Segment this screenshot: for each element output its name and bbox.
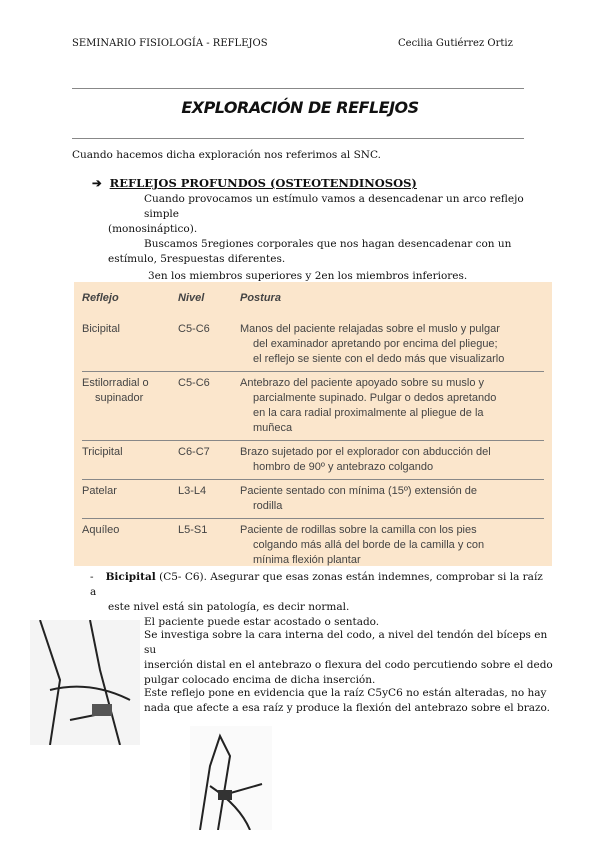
term: Bicipital: [105, 571, 156, 583]
reflejo: Bicipital: [82, 323, 120, 335]
para: estímulo, 5respuestas diferentes.: [108, 253, 286, 265]
col-header: Reflejo: [82, 292, 119, 304]
postura-line: Manos del paciente relajadas sobre el muslo y pulgar: [240, 323, 500, 335]
postura-line: colgando más allá del borde de la camilla y con: [253, 539, 485, 551]
reflejo-cont: supinador: [95, 392, 144, 404]
table-row: [82, 480, 544, 519]
col-header: Nivel: [178, 292, 205, 304]
table-row: [82, 441, 544, 480]
reflejo: Estilorradial o: [82, 377, 149, 389]
postura-line: del examinador apretando por encima del pliegue;: [253, 338, 498, 350]
cell-nivel: C5-C6: [178, 318, 240, 372]
intro-text: Cuando hacemos dicha exploración nos referimos al SNC.: [72, 149, 381, 161]
section-heading: [92, 176, 417, 190]
postura-line: rodilla: [253, 500, 283, 512]
reflex-hammer-illustration: [190, 726, 272, 830]
postura-line: en la cara radial proximalmente al pliegue de la: [253, 407, 484, 419]
para: Cuando provocamos un estímulo vamos a desencadenar un arco reflejo simple: [144, 193, 524, 220]
cell-postura: [240, 318, 544, 372]
text: este nivel está sin patología, es decir normal.: [108, 601, 350, 613]
line: nada que afecte a esa raíz y produce la flexión del antebrazo sobre el brazo.: [144, 702, 551, 714]
postura-line: muñeca: [253, 422, 293, 434]
reflejo: Tricipital: [82, 446, 123, 458]
cell-reflejo: [82, 480, 178, 519]
cell-postura: [240, 480, 544, 519]
section-body: [108, 192, 548, 284]
cell-postura: [240, 519, 544, 573]
line: pulgar colocado encima de dicha inserción.: [144, 674, 376, 686]
text: El paciente puede estar acostado o sentado.: [144, 616, 380, 628]
table-row: [82, 318, 544, 372]
postura-line: hombro de 90º y antebrazo colgando: [253, 461, 434, 473]
line: Este reflejo pone en evidencia que la raíz C5yC6 no están alteradas, no hay: [144, 687, 547, 699]
table-row: [82, 519, 544, 573]
cell-nivel: L3-L4: [178, 480, 240, 519]
reflejo: Aquíleo: [82, 524, 120, 536]
bicipital-section: [90, 570, 550, 630]
line: Se investiga sobre la cara interna del codo, a nivel del tendón del bíceps en su: [144, 629, 548, 656]
cell-nivel: C5-C6: [178, 372, 240, 441]
reflejo: Patelar: [82, 485, 117, 497]
para: 3en los miembros superiores y 2en los miembros inferiores.: [148, 270, 468, 282]
table-row: [82, 372, 544, 441]
bullet: -: [90, 571, 94, 583]
cell-postura: [240, 372, 544, 441]
bicipital-illustration: [30, 620, 140, 745]
divider: [72, 138, 524, 139]
postura-line: Paciente de rodillas sobre la camilla con los pies: [240, 524, 477, 536]
heading-text: REFLEJOS PROFUNDOS (OSTEOTENDINOSOS): [109, 176, 417, 190]
cell-reflejo: [82, 441, 178, 480]
postura-line: Brazo sujetado por el explorador con abducción del: [240, 446, 491, 458]
header-left: SEMINARIO FISIOLOGÍA - REFLEJOS: [72, 38, 268, 49]
postura-line: parcialmente supinado. Pulgar o dedos apretando: [253, 392, 497, 404]
header-right: Cecilia Gutiérrez Ortiz: [398, 38, 513, 49]
cell-nivel: C6-C7: [178, 441, 240, 480]
postura-line: mínima flexión plantar: [253, 554, 361, 566]
para: Buscamos 5regiones corporales que nos hagan desencadenar con un: [144, 238, 512, 250]
postura-line: Paciente sentado con mínima (15º) extensión de: [240, 485, 477, 497]
cell-reflejo: [82, 519, 178, 573]
text: (C5- C6). Asegurar que esas zonas están indemnes, comprobar si la raíz a: [90, 571, 543, 598]
col-header: Postura: [240, 292, 281, 304]
cell-postura: [240, 441, 544, 480]
divider: [72, 88, 524, 89]
arrow-icon: ➔: [92, 176, 102, 190]
para: (monosináptico).: [108, 223, 198, 235]
page-title: EXPLORACIÓN DE REFLEJOS: [181, 98, 419, 117]
cell-reflejo: [82, 372, 178, 441]
postura-line: el reflejo se siente con el dedo más que visualizarlo: [253, 353, 505, 365]
reflex-table: [74, 282, 552, 566]
bicipital-para-3: [144, 686, 554, 716]
line: inserción distal en el antebrazo o flexura del codo percutiendo sobre el dedo: [144, 659, 553, 671]
cell-reflejo: [82, 318, 178, 372]
postura-line: Antebrazo del paciente apoyado sobre su muslo y: [240, 377, 484, 389]
bicipital-para-2: [144, 628, 554, 688]
cell-nivel: L5-S1: [178, 524, 208, 536]
